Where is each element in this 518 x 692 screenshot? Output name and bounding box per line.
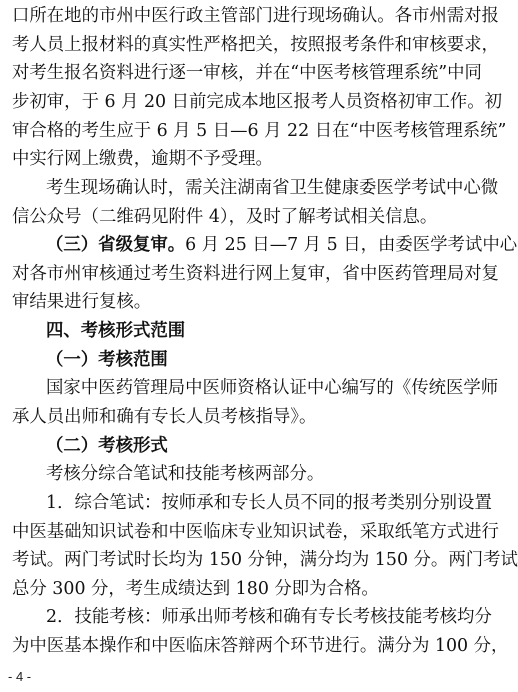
text-line: 审结果进行复核。 (12, 292, 152, 313)
text-line: 步初审，于 6 月 20 日前完成本地区报考人员资格初审工作。初 (12, 91, 503, 112)
text-line: 考生现场确认时，需关注湖南省卫生健康委医学考试中心微 (46, 177, 499, 198)
text-line: 中实行网上缴费，逾期不予受理。 (12, 149, 273, 170)
text-line: 考核分综合笔试和技能考核两部分。 (46, 464, 325, 485)
text-line: 承人员出师和确有专长人员考核指导》。 (12, 406, 317, 427)
section-three-heading: （三）省级复审。 (46, 235, 186, 256)
text-line: 对各市州审核通过考生资料进行网上复审，省中医药管理局对复 (12, 263, 499, 284)
text-line: 考试。两门考试时长均为 150 分钟，满分均为 150 分。两门考试 (12, 550, 518, 571)
text-line: 为中医基本操作和中医临床答辩两个环节进行。满分为 100 分， (12, 636, 509, 656)
text-line: 考人员上报材料的真实性严格把关，按照报考条件和审核要求， (12, 34, 499, 55)
text-line: 总分 300 分，考生成绩达到 180 分即为合格。 (12, 578, 379, 599)
text-line: 国家中医药管理局中医师资格认证中心编写的《传统医学师 (46, 378, 499, 399)
text-line: 信公众号（二维码见附件 4），及时了解考试相关信息。 (12, 206, 438, 227)
subsection-two-heading: （二）考核形式 (46, 435, 168, 456)
text-line: 1．综合笔试：按师承和专长人员不同的报考类别分别设置 (46, 492, 492, 513)
text-run: 6 月 25 日—7 月 5 日，由委医学考试中心 (185, 235, 518, 256)
page-number: - 4 - (8, 669, 32, 684)
review-paragraph-line (46, 235, 518, 256)
text-line: 对考生报名资料进行逐一审核，并在“中医考核管理系统”中同 (12, 63, 482, 84)
text-line: 口所在地的市州中医行政主管部门进行现场确认。各市州需对报 (12, 6, 499, 26)
text-line: 2．技能考核：师承出师考核和确有专长考核技能考核均分 (46, 607, 492, 628)
subsection-one-heading: （一）考核范围 (46, 349, 168, 370)
section-four-heading: 四、考核形式范围 (46, 321, 186, 341)
text-line: 审合格的考生应于 6 月 5 日—6 月 22 日在“中医考核管理系统” (12, 120, 507, 141)
text-line: 中医基础知识试卷和中医临床专业知识试卷，采取纸笔方式进行 (12, 521, 499, 542)
